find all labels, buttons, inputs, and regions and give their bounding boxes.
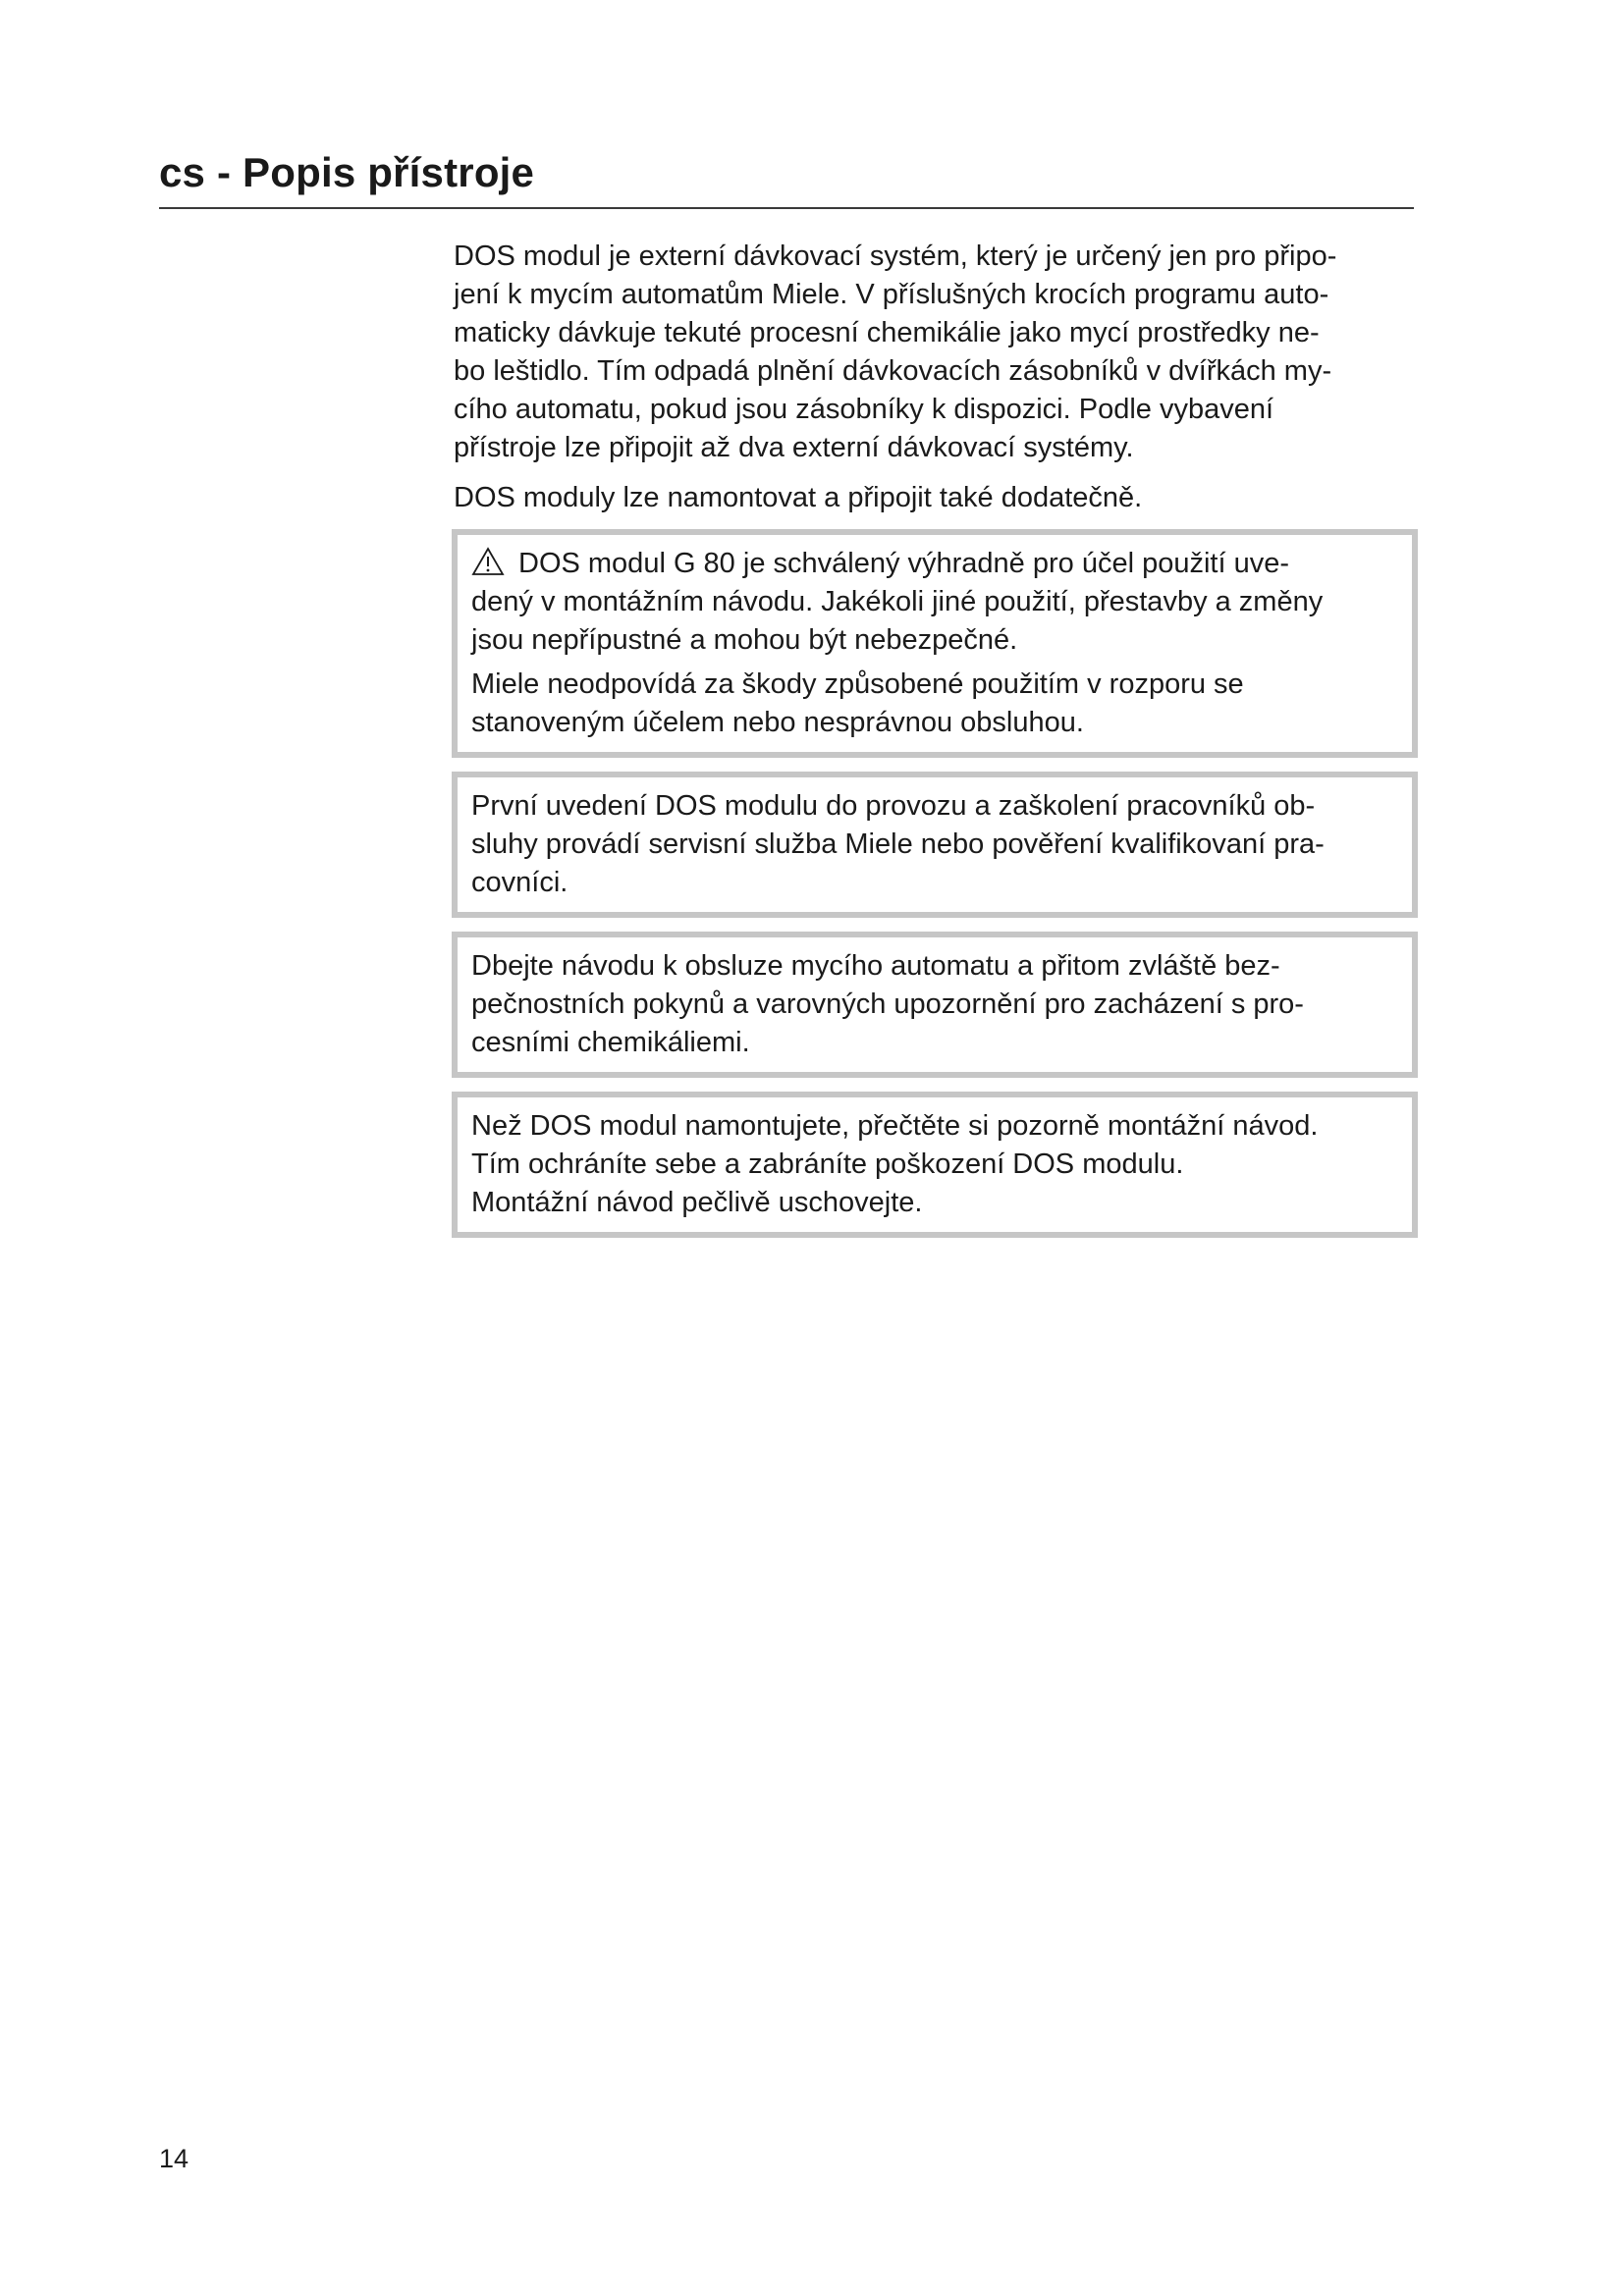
instructions-text: Dbejte návodu k obsluze mycího automatu a přitom zvláště bez- pečnostních pokynů a varovných upozornění pro zacházení s pro- cesními chemikáliemi. [471, 950, 1304, 1058]
page-number: 14 [159, 2144, 189, 2173]
commissioning-box [452, 772, 1418, 918]
warning-box [452, 529, 1418, 758]
warning-triangle-icon [471, 547, 505, 576]
warning-text: DOS modul G 80 je schválený výhradně pro účel použití uve- dený v montážním návodu. Jakékoli jiné použití, přestavby a změny jsou nepřípustné a mohou být nebezpečné. [471, 548, 1324, 656]
warning-paragraph [471, 545, 1398, 660]
assembly-text: Než DOS modul namontujete, přečtěte si pozorně montážní návod. Tím ochráníte sebe a zabráníte poškození DOS modulu. Montážní návod pečlivě uschovejte. [471, 1110, 1319, 1218]
main-content [452, 238, 1418, 1252]
liability-text: Miele neodpovídá za škody způsobené použitím v rozporu se stanoveným účelem nebo nesprávnou obsluhou. [471, 668, 1244, 738]
page-title: cs - Popis přístroje [159, 149, 535, 195]
title-divider [159, 207, 1414, 209]
intro-paragraph-retrofit: DOS moduly lze namontovat a připojit také dodatečně. [454, 482, 1143, 513]
assembly-box [452, 1092, 1418, 1238]
commissioning-text: První uvedení DOS modulu do provozu a zaškolení pracovníků ob- sluhy provádí servisní služba Miele nebo pověření kvalifikovaní pra- covníci. [471, 790, 1325, 898]
instructions-box [452, 932, 1418, 1078]
intro-paragraph: DOS modul je externí dávkovací systém, který je určený jen pro připo- jení k mycím automatům Miele. V příslušných krocích programu auto- maticky dávkuje tekuté procesní chemikálie jako mycí prostředky ne- bo leštidlo. Tím odpadá plnění dávkovacích zásobníků v dvířkách my- cího automatu, pokud jsou zásobníky k dispozici. Podle vybavení přístroje lze připojit až dva externí dávkovací systémy. [454, 240, 1337, 463]
